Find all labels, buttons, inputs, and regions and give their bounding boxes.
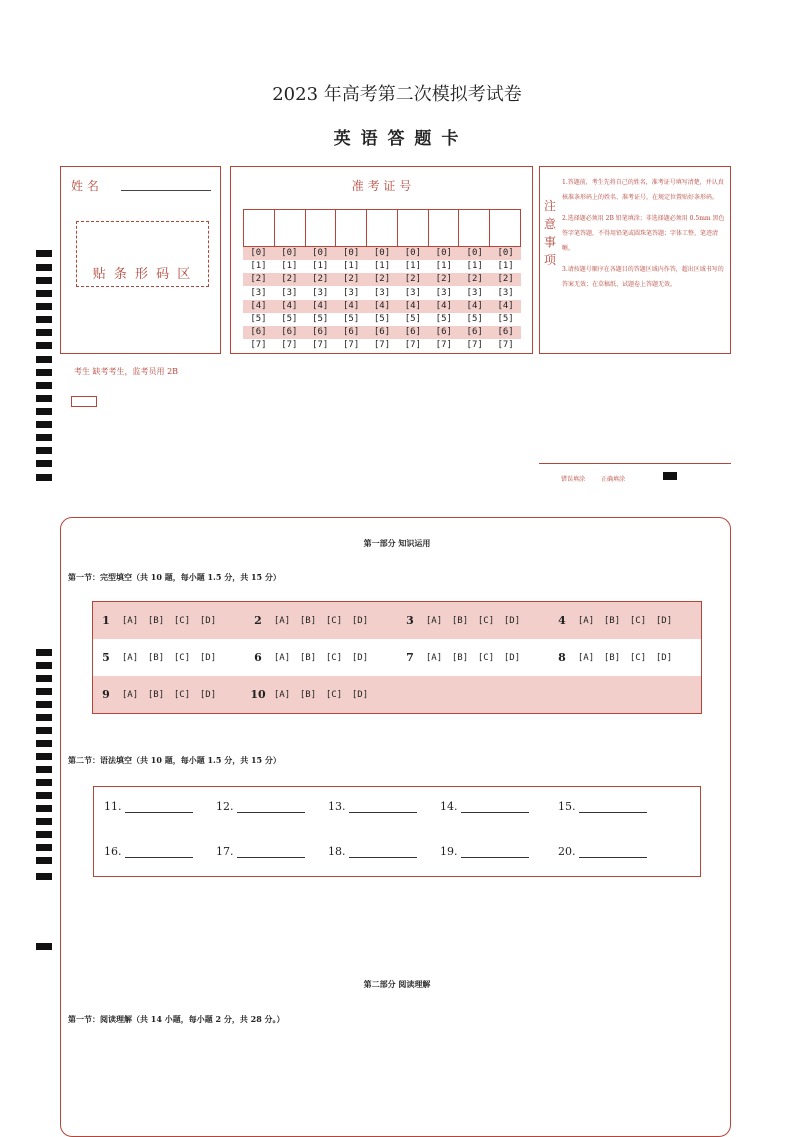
timing-mark (36, 766, 52, 773)
timing-mark (36, 675, 52, 682)
answer-option-bubble[interactable]: [A] (577, 615, 595, 626)
id-digit-bubble[interactable]: [1] (373, 261, 391, 272)
id-digit-bubble[interactable]: [4] (250, 300, 267, 311)
id-digit-bubble[interactable]: [6] (312, 327, 329, 338)
id-digit-bubble[interactable]: [2] (466, 274, 483, 285)
id-digit-row (243, 260, 521, 273)
timing-mark (36, 460, 52, 467)
timing-mark (36, 740, 52, 747)
id-digit-bubble[interactable]: [5] (250, 314, 267, 324)
id-digit-cell[interactable] (275, 210, 306, 246)
id-digit-bubble[interactable]: [7] (281, 340, 298, 351)
timing-mark (36, 408, 52, 415)
id-digit-cell[interactable] (306, 210, 337, 246)
timing-mark (36, 382, 52, 389)
grammar-blank (104, 800, 193, 813)
grammar-blank (558, 800, 647, 813)
id-digit-bubble[interactable]: [5] (373, 314, 391, 324)
blank-line[interactable] (237, 845, 305, 858)
timing-mark (36, 316, 52, 323)
name-field[interactable] (121, 190, 211, 191)
wrong-example-label: 错误填涂 (561, 476, 586, 483)
id-digit-bubble[interactable]: [1] (404, 261, 422, 272)
id-digit-bubble[interactable]: [0] (342, 248, 360, 258)
id-digit-bubble[interactable]: [6] (404, 327, 422, 338)
answer-option-bubble[interactable]: [C] (173, 615, 191, 626)
id-digit-cell[interactable] (367, 210, 398, 246)
cloze-question (549, 639, 701, 676)
grammar-blank (328, 800, 417, 813)
blank-line[interactable] (461, 800, 529, 813)
note-item: 3.请按题号顺序在各题目的答题区域内作答，超出区域书写的答案无效；在草稿纸、试题卷上答题无效。 (562, 266, 724, 288)
id-digit-bubble[interactable]: [6] (466, 327, 483, 338)
id-digit-bubble[interactable]: [4] (497, 300, 514, 311)
grammar-blank (440, 800, 529, 813)
id-digit-cell[interactable] (429, 210, 460, 246)
grammar-blank (440, 845, 529, 858)
cloze-question (93, 639, 245, 676)
grammar-blank (104, 845, 193, 858)
answer-option-bubble[interactable]: [C] (325, 615, 343, 626)
timing-mark (36, 290, 52, 297)
fill-example-label: 正确填涂 (601, 476, 626, 483)
answer-option-bubble[interactable]: [B] (147, 652, 165, 663)
answer-option-bubble[interactable]: [C] (477, 652, 495, 663)
id-digit-bubble[interactable]: [0] (466, 248, 483, 258)
id-digit-cell[interactable] (244, 210, 275, 246)
blank-number: 20. (558, 845, 576, 858)
timing-mark (36, 857, 52, 864)
grammar-blank (328, 845, 417, 858)
answer-option-bubble[interactable]: [D] (199, 689, 217, 700)
barcode-area[interactable] (76, 221, 209, 287)
blank-line[interactable] (125, 845, 193, 858)
answer-option-bubble[interactable]: [B] (603, 615, 621, 626)
cloze-row (93, 676, 701, 713)
id-digit-bubble[interactable]: [6] (435, 327, 452, 338)
note-item: 2.选择题必须用 2B 铅笔填涂；非选择题必须用 0.5mm 黑色签字笔答题，不得用铅笔或圆珠笔答题；字体工整、笔迹清晰。 (562, 215, 725, 252)
timing-mark (36, 662, 52, 669)
id-digit-bubble[interactable]: [0] (250, 248, 267, 258)
page-subtitle: 英 语 答 题 卡 (333, 129, 461, 149)
id-digit-bubble[interactable]: [0] (497, 248, 514, 258)
id-digit-bubble[interactable]: [2] (404, 274, 422, 285)
id-digit-bubble[interactable]: [6] (373, 327, 391, 338)
id-digit-bubble[interactable]: [5] (342, 314, 360, 324)
name-barcode-panel (60, 166, 221, 354)
answer-option-bubble[interactable]: [A] (273, 615, 291, 626)
id-digit-row (243, 287, 521, 300)
answer-option-bubble[interactable]: [D] (351, 615, 369, 626)
id-digit-bubble[interactable]: [1] (250, 261, 267, 272)
blank-number: 11. (104, 800, 122, 813)
question-number: 5 (102, 651, 110, 664)
timing-mark (36, 779, 52, 786)
id-digit-bubble[interactable]: [2] (250, 274, 267, 285)
timing-mark (36, 753, 52, 760)
timing-mark (36, 714, 52, 721)
answer-option-bubble[interactable]: [B] (299, 615, 317, 626)
id-digit-bubble[interactable]: [3] (404, 287, 422, 298)
answer-option-bubble[interactable]: [A] (577, 652, 595, 663)
blank-line[interactable] (349, 845, 417, 858)
blank-line[interactable] (237, 800, 305, 813)
id-digit-cell[interactable] (490, 210, 520, 246)
id-digit-bubble[interactable]: [2] (497, 274, 514, 285)
absent-note: 考生 缺考考生，监考员用 2B (74, 367, 179, 376)
part1-section1-heading: 第一节：完型填空（共 10 题，每小题 1.5 分，共 15 分） (68, 572, 281, 582)
cloze-row (93, 639, 701, 676)
answer-option-bubble[interactable]: [A] (273, 652, 291, 663)
timing-mark (36, 649, 52, 656)
id-digit-bubble[interactable]: [2] (342, 274, 360, 285)
id-digit-bubble[interactable]: [7] (373, 340, 391, 351)
id-digit-row (243, 273, 521, 286)
id-digit-bubble[interactable]: [4] (281, 300, 298, 311)
id-digit-bubble[interactable]: [0] (404, 248, 422, 258)
cloze-question (397, 639, 549, 676)
timing-mark (36, 447, 52, 454)
id-digit-bubble[interactable]: [3] (312, 287, 329, 298)
answer-option-bubble[interactable]: [A] (425, 652, 443, 663)
timing-mark (36, 329, 52, 336)
id-digit-bubble[interactable]: [3] (466, 287, 483, 298)
question-number: 3 (406, 614, 414, 627)
id-digit-bubble[interactable]: [6] (497, 327, 514, 338)
answer-option-bubble[interactable]: [B] (603, 652, 621, 663)
id-digit-bubble[interactable]: [6] (342, 327, 360, 338)
answer-option-bubble[interactable]: [D] (199, 615, 217, 626)
barcode-label: 贴 条 形 码 区 (92, 267, 193, 282)
example-divider (539, 463, 731, 464)
timing-mark (36, 701, 52, 708)
id-digit-bubble[interactable]: [1] (466, 261, 483, 272)
id-digit-row (243, 326, 521, 339)
fill-example-mark (663, 472, 677, 480)
blank-number: 17. (216, 845, 234, 858)
timing-mark (36, 395, 52, 402)
id-digit-bubble[interactable]: [3] (342, 287, 360, 298)
timing-mark (36, 369, 52, 376)
id-digit-bubble[interactable]: [4] (342, 300, 360, 311)
question-number: 6 (254, 651, 262, 664)
timing-mark (36, 342, 52, 349)
id-digit-bubble[interactable]: [1] (312, 261, 329, 272)
blank-line[interactable] (125, 800, 193, 813)
answer-option-bubble[interactable]: [B] (147, 615, 165, 626)
cloze-question (549, 676, 701, 713)
id-digit-bubble[interactable]: [7] (312, 340, 329, 351)
blank-number: 13. (328, 800, 346, 813)
cloze-question (245, 676, 397, 713)
cloze-question (397, 676, 549, 713)
id-digit-bubble[interactable]: [4] (404, 300, 422, 311)
id-digit-row (243, 339, 521, 352)
grammar-blank (216, 800, 305, 813)
absent-checkbox[interactable] (71, 396, 97, 407)
id-digit-bubble[interactable]: [5] (404, 314, 422, 324)
id-digit-bubble[interactable]: [4] (466, 300, 483, 311)
id-digit-bubble[interactable]: [4] (435, 300, 452, 311)
id-digit-row (243, 313, 521, 326)
answer-option-bubble[interactable]: [C] (173, 652, 191, 663)
id-digit-bubble[interactable]: [7] (342, 340, 360, 351)
timing-mark (36, 805, 52, 812)
answer-option-bubble[interactable]: [D] (655, 615, 673, 626)
cloze-question (245, 602, 397, 639)
exam-id-label: 准 考 证 号 (351, 179, 412, 193)
answer-option-bubble[interactable]: [B] (299, 689, 317, 700)
id-digit-cell[interactable] (459, 210, 490, 246)
blank-number: 19. (440, 845, 458, 858)
cloze-row (93, 602, 701, 639)
id-digit-row (243, 247, 521, 260)
id-digit-bubble[interactable]: [4] (373, 300, 391, 311)
id-digit-bubble[interactable]: [2] (281, 274, 298, 285)
id-digit-bubble[interactable]: [5] (312, 314, 329, 324)
answer-option-bubble[interactable]: [B] (147, 689, 165, 700)
id-digit-bubble[interactable]: [0] (373, 248, 391, 258)
answer-option-bubble[interactable]: [D] (351, 689, 369, 700)
answer-option-bubble[interactable]: [C] (325, 652, 343, 663)
timing-mark (36, 873, 52, 880)
question-number: 9 (102, 688, 110, 701)
id-digit-bubble[interactable]: [1] (497, 261, 514, 272)
blank-line[interactable] (461, 845, 529, 858)
cloze-question (93, 676, 245, 713)
page-title: 2023 年高考第二次模拟考试卷 (272, 84, 522, 105)
id-digit-bubble[interactable]: [0] (281, 248, 298, 258)
cloze-question (93, 602, 245, 639)
answer-option-bubble[interactable]: [D] (351, 652, 369, 663)
id-digit-bubble[interactable]: [2] (312, 274, 329, 285)
id-digit-bubble[interactable]: [1] (435, 261, 452, 272)
blank-line[interactable] (579, 800, 647, 813)
answer-option-bubble[interactable]: [A] (425, 615, 443, 626)
id-digit-bubble[interactable]: [7] (466, 340, 483, 351)
question-number: 2 (254, 614, 262, 627)
answer-option-bubble[interactable]: [B] (299, 652, 317, 663)
timing-mark (36, 421, 52, 428)
timing-mark (36, 943, 52, 950)
id-digit-bubble[interactable]: [0] (435, 248, 452, 258)
notes-heading: 注意事项 (544, 199, 557, 267)
answer-option-bubble[interactable]: [B] (451, 652, 469, 663)
blank-number: 16. (104, 845, 122, 858)
timing-mark (36, 434, 52, 441)
answer-option-bubble[interactable]: [C] (477, 615, 495, 626)
notes-panel (539, 166, 731, 354)
id-digit-bubble[interactable]: [6] (250, 327, 267, 338)
id-digit-cell[interactable] (336, 210, 367, 246)
answer-option-bubble[interactable]: [C] (325, 689, 343, 700)
timing-mark (36, 688, 52, 695)
id-digit-bubble[interactable]: [1] (281, 261, 298, 272)
id-digit-bubble[interactable]: [4] (312, 300, 329, 311)
answer-option-bubble[interactable]: [C] (629, 652, 647, 663)
exam-id-input-cells[interactable] (243, 209, 521, 247)
blank-number: 15. (558, 800, 576, 813)
answer-option-bubble[interactable]: [D] (655, 652, 673, 663)
id-digit-bubble[interactable]: [5] (435, 314, 452, 324)
question-number: 8 (558, 651, 566, 664)
timing-mark (36, 818, 52, 825)
timing-mark (36, 277, 52, 284)
grammar-blank (216, 845, 305, 858)
answer-option-bubble[interactable]: [D] (503, 615, 521, 626)
answer-option-bubble[interactable]: [C] (629, 615, 647, 626)
note-item: 1.答题前，考生先将自己的姓名，准考证号填写清楚，并认真核准条形码上的姓名、准考证号，在规定位置贴好条形码。 (562, 179, 724, 201)
blank-line[interactable] (349, 800, 417, 813)
id-digit-bubble[interactable]: [2] (373, 274, 391, 285)
id-digit-bubble[interactable]: [1] (342, 261, 360, 272)
timing-mark (36, 303, 52, 310)
answer-option-bubble[interactable]: [C] (173, 689, 191, 700)
id-digit-bubble[interactable]: [5] (497, 314, 514, 324)
answer-option-bubble[interactable]: [A] (121, 689, 139, 700)
part2-section1-heading: 第一节：阅读理解（共 14 小题，每小题 2 分，共 28 分。） (68, 1014, 285, 1024)
id-digit-bubble[interactable]: [3] (373, 287, 391, 298)
id-digit-bubble[interactable]: [7] (404, 340, 422, 351)
part1-heading: 第一部分 知识运用 (363, 538, 431, 548)
cloze-question (245, 639, 397, 676)
timing-mark (36, 792, 52, 799)
id-digit-bubble[interactable]: [5] (466, 314, 483, 324)
blank-number: 14. (440, 800, 458, 813)
question-number: 1 (102, 614, 110, 627)
id-digit-bubble[interactable]: [0] (312, 248, 329, 258)
cloze-question (549, 602, 701, 639)
answer-option-bubble[interactable]: [A] (273, 689, 291, 700)
id-digit-bubble[interactable]: [3] (497, 287, 514, 298)
cloze-question (397, 602, 549, 639)
id-digit-bubble[interactable]: [5] (281, 314, 298, 324)
blank-line[interactable] (579, 845, 647, 858)
grammar-blank (558, 845, 647, 858)
id-digit-bubble[interactable]: [7] (497, 340, 514, 351)
notes-text (562, 175, 728, 292)
id-digit-bubble[interactable]: [3] (250, 287, 267, 298)
timing-mark (36, 356, 52, 363)
question-number: 4 (558, 614, 566, 627)
answer-option-bubble[interactable]: [D] (503, 652, 521, 663)
answer-option-bubble[interactable]: [A] (121, 652, 139, 663)
part2-heading: 第二部分 阅读理解 (363, 979, 431, 989)
id-digit-bubble[interactable]: [6] (281, 327, 298, 338)
timing-mark (36, 250, 52, 257)
id-digit-cell[interactable] (398, 210, 429, 246)
id-digit-bubble[interactable]: [3] (281, 287, 298, 298)
timing-mark (36, 474, 52, 481)
id-digit-row (243, 300, 521, 313)
answer-option-bubble[interactable]: [D] (199, 652, 217, 663)
blank-number: 12. (216, 800, 234, 813)
id-digit-bubble[interactable]: [7] (435, 340, 452, 351)
question-number: 7 (406, 651, 414, 664)
id-digit-bubble[interactable]: [7] (250, 340, 267, 351)
id-digit-bubble[interactable]: [2] (435, 274, 452, 285)
question-number: 10 (250, 688, 266, 701)
name-label: 姓 名 (71, 179, 99, 193)
timing-mark (36, 831, 52, 838)
timing-mark (36, 264, 52, 271)
id-digit-bubble[interactable]: [3] (435, 287, 452, 298)
timing-mark (36, 727, 52, 734)
part1-section2-heading: 第二节：语法填空（共 10 题，每小题 1.5 分，共 15 分） (68, 755, 281, 765)
timing-mark (36, 844, 52, 851)
answer-option-bubble[interactable]: [A] (121, 615, 139, 626)
blank-number: 18. (328, 845, 346, 858)
answer-option-bubble[interactable]: [B] (451, 615, 469, 626)
